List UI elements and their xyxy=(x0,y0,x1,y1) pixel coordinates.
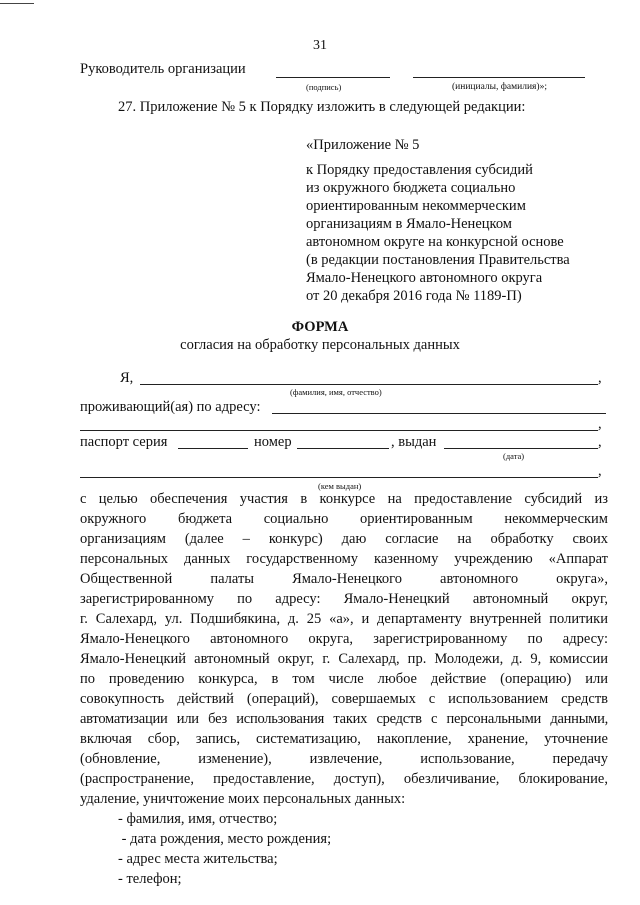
body-line: окружного бюджета социально ориентированным некоммерческим xyxy=(80,511,608,527)
body-line: Ямало-Ненецкий автономный округ, г. Салехард, пр. Молодежи, д. 9, комиссии xyxy=(80,651,608,667)
body-line: (обновление, изменение), извлечение, использование, передачу xyxy=(80,751,608,767)
issued-by-line xyxy=(80,477,598,478)
address-comma: , xyxy=(598,416,602,432)
body-last-line: удаление, уничтожение моих персональных данных: xyxy=(80,791,406,807)
body-line: г. Салехард, ул. Подшибякина, д. 25 «а», и департаменту внутренней политики xyxy=(80,611,608,627)
name-caption: (инициалы, фамилия)»; xyxy=(452,82,547,92)
appendix-line: (в редакции постановления Правительства xyxy=(306,252,570,268)
signature-caption: (подпись) xyxy=(306,82,342,92)
body-line: с целью обеспечения участия в конкурсе на предоставление субсидий из xyxy=(80,491,608,507)
body-line: совокупность действий (операций), совершаемых с использованием средств xyxy=(80,691,608,707)
signature-label: Руководитель организации xyxy=(80,61,246,77)
list-item: - адрес места жительства; xyxy=(118,851,278,867)
date-caption: (дата) xyxy=(503,451,525,461)
form-subtitle: согласия на обработку персональных данных xyxy=(180,337,460,353)
issued-date-line xyxy=(444,448,598,449)
body-line: (распространение, предоставление, доступ), обезличивание, блокирование, xyxy=(80,771,608,787)
body-line: персональных данных государственному казенному учреждению «Аппарат xyxy=(80,551,608,567)
body-line: зарегистрированному по адресу: Ямало-Ненецкий автономный округ, xyxy=(80,591,608,607)
body-line: Общественной палаты Ямало-Ненецкого автономного округа», xyxy=(80,571,608,587)
appendix-line: организациям в Ямало-Ненецком xyxy=(306,216,512,232)
list-item: - дата рождения, место рождения; xyxy=(118,831,332,847)
body-line: автоматизации или без использования таких средств с персональными данными, xyxy=(80,711,608,727)
page-number: 31 xyxy=(313,38,327,53)
appendix-line: ориентированным некоммерческим xyxy=(306,198,526,214)
form-title: ФОРМА xyxy=(291,319,349,335)
corner-mark xyxy=(0,3,34,4)
appendix-line: к Порядку предоставления субсидий xyxy=(306,162,533,178)
fio-comma: , xyxy=(598,370,602,386)
issued-by-comma: , xyxy=(598,463,602,479)
fio-line xyxy=(140,384,598,385)
passport-number-line xyxy=(297,448,389,449)
body-line: Ямало-Ненецкого автономного округа, зарегистрированному по адресу: xyxy=(80,631,608,647)
appendix-line: Ямало-Ненецкого автономного округа xyxy=(306,270,543,286)
passport-comma: , xyxy=(598,434,602,450)
body-line: включая сбор, запись, систематизацию, накопление, хранение, уточнение xyxy=(80,731,608,747)
number-label: номер xyxy=(254,434,292,450)
passport-label: паспорт серия xyxy=(80,434,168,450)
body-line: организациям (далее – конкурс) даю согласие на обработку своих xyxy=(80,531,608,547)
issued-by-caption: (кем выдан) xyxy=(318,481,362,491)
appendix-line: автономном округе на конкурсной основе xyxy=(306,234,564,250)
list-item: - телефон; xyxy=(118,871,182,887)
appendix-line: от 20 декабря 2016 года № 1189-П) xyxy=(306,288,522,304)
fio-caption: (фамилия, имя, отчество) xyxy=(290,387,382,397)
address-label: проживающий(ая) по адресу: xyxy=(80,399,261,415)
issued-label: , выдан xyxy=(391,434,437,450)
body-line: по проведению конкурса, в том числе любое действие (операцию) или xyxy=(80,671,608,687)
signature-line xyxy=(276,77,390,78)
passport-series-line xyxy=(178,448,248,449)
address-line xyxy=(272,413,606,414)
address-line-2 xyxy=(80,430,598,431)
name-line xyxy=(413,77,585,78)
ya-label: Я, xyxy=(120,370,134,386)
appendix-title: «Приложение № 5 xyxy=(306,137,420,153)
item-27: 27. Приложение № 5 к Порядку изложить в следующей редакции: xyxy=(118,99,526,115)
appendix-line: из окружного бюджета социально xyxy=(306,180,516,196)
list-item: - фамилия, имя, отчество; xyxy=(118,811,278,827)
